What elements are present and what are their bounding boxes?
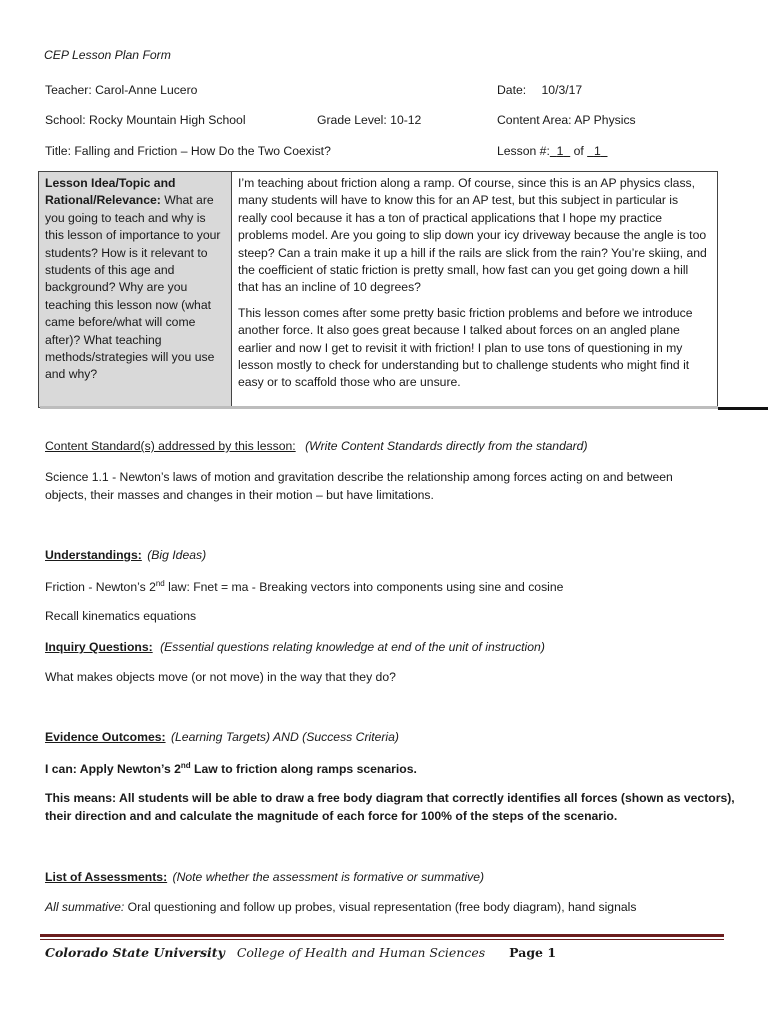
footer-rule-thick: [40, 934, 724, 937]
inquiry-heading-row: [45, 640, 545, 654]
school-field: School: Rocky Mountain High School: [45, 113, 246, 127]
lesson-idea-paragraph-2: This lesson comes after some pretty basic friction problems and before we introduce another force. It also goes great because I talked about forces on an angled plane earlier and now I get to revisit it with friction! I plan to use tons of questioning in my lesson mostly to check for understanding but to challenge students who might find it easy or to scaffold those who are unsure.: [238, 305, 693, 390]
understandings-heading-row: [45, 548, 206, 562]
teacher-field: Teacher: Carol-Anne Lucero: [45, 83, 198, 97]
assessments-heading-row: [45, 870, 484, 884]
table-bottom-shadow: [40, 406, 718, 409]
content-standards-heading-row: [45, 439, 588, 453]
lesson-idea-table: [38, 171, 718, 408]
lesson-total-value: 1: [593, 144, 601, 158]
content-standards-heading: Content Standard(s) addressed by this lesson:: [45, 439, 296, 453]
lesson-number-label: Lesson #:: [497, 144, 550, 158]
form-title: CEP Lesson Plan Form: [44, 48, 171, 62]
assessments-line: [45, 900, 636, 914]
lesson-idea-response-cell: [232, 172, 717, 407]
footer-university: Colorado State University: [45, 945, 225, 960]
content-standard-line-1: Science 1.1 - Newton’s laws of motion and gravitation describe the relationship among forces acting on and between: [45, 470, 673, 484]
lesson-number-field: [497, 144, 608, 158]
content-standard-line-2: objects, their masses and changes in their motion – but have limitations.: [45, 488, 434, 502]
lesson-idea-heading: Lesson Idea/Topic and Rational/Relevance:: [45, 176, 176, 208]
footer-page-number: Page 1: [509, 945, 557, 960]
inquiry-note: (Essential questions relating knowledge at end of the unit of instruction): [160, 640, 545, 654]
grade-level-field: Grade Level: 10-12: [317, 113, 422, 127]
lesson-idea-paragraph-1: I’m teaching about friction along a ramp. Of course, since this is an AP physics class, many students will have to know this for an AP test, but this subject in particular is really cool because it has a ton of practical applications that I hope my practice problems model. Are you going to slip down your icy driveway because the angle is too steep? Can a train make it up a hill if the rails are slick from the rain? You’re skiing, and the coefficient of static friction is pretty small, how fast can you get going down a hill that has an incline of 10 degrees?: [238, 176, 707, 295]
understandings-note: (Big Ideas): [147, 548, 207, 562]
evidence-i-can: I can: Apply Newton’s 2nd Law to friction along ramps scenarios.: [45, 761, 417, 777]
assessments-note: (Note whether the assessment is formative or summative): [172, 870, 485, 884]
evidence-this-means-line-1: This means: All students will be able to draw a free body diagram that correctly identifies all forces (shown as vectors),: [45, 791, 735, 805]
lesson-idea-prompt: What are you going to teach and why is this lesson of importance to your students? How is it relevant to students of this age and background? Why are you teaching this lesson now (what came before/what will come after)? What teaching methods/strategies will you use and why?: [45, 193, 221, 382]
date-field: [497, 83, 582, 97]
assessments-label: All summative:: [45, 900, 125, 914]
footer-rule-thin: [40, 939, 724, 940]
evidence-note: (Learning Targets) AND (Success Criteria): [170, 730, 399, 744]
understandings-heading: Understandings:: [45, 548, 142, 562]
evidence-heading-row: [45, 730, 399, 744]
page-footer: [45, 945, 556, 960]
lesson-title-field: Title: Falling and Friction – How Do the Two Coexist?: [45, 144, 331, 158]
content-standards-note: (Write Content Standards directly from the standard): [305, 439, 588, 453]
evidence-this-means-line-2: their direction and and calculate the magnitude of each force for 100% of the steps of the scenario.: [45, 809, 618, 823]
inquiry-heading: Inquiry Questions:: [45, 640, 153, 654]
lesson-number-value: 1: [556, 144, 564, 158]
content-area-field: Content Area: AP Physics: [497, 113, 636, 127]
lesson-idea-prompt-cell: [39, 172, 232, 407]
inquiry-question-1: What makes objects move (or not move) in the way that they do?: [45, 670, 396, 684]
assessments-heading: List of Assessments:: [45, 870, 168, 884]
footer-college: College of Health and Human Sciences: [236, 945, 486, 960]
date-value: 10/3/17: [541, 83, 583, 97]
table-divider-line: [718, 407, 768, 410]
assessments-text: Oral questioning and follow up probes, visual representation (free body diagram), hand signals: [124, 900, 637, 914]
understandings-line-2: Recall kinematics equations: [45, 609, 197, 623]
lesson-of-label: of: [573, 144, 584, 158]
understandings-line-1: Friction - Newton’s 2nd law: Fnet = ma - Breaking vectors into components using sine and cosine: [45, 579, 564, 595]
evidence-heading: Evidence Outcomes:: [45, 730, 166, 744]
date-label: Date:: [497, 83, 527, 97]
